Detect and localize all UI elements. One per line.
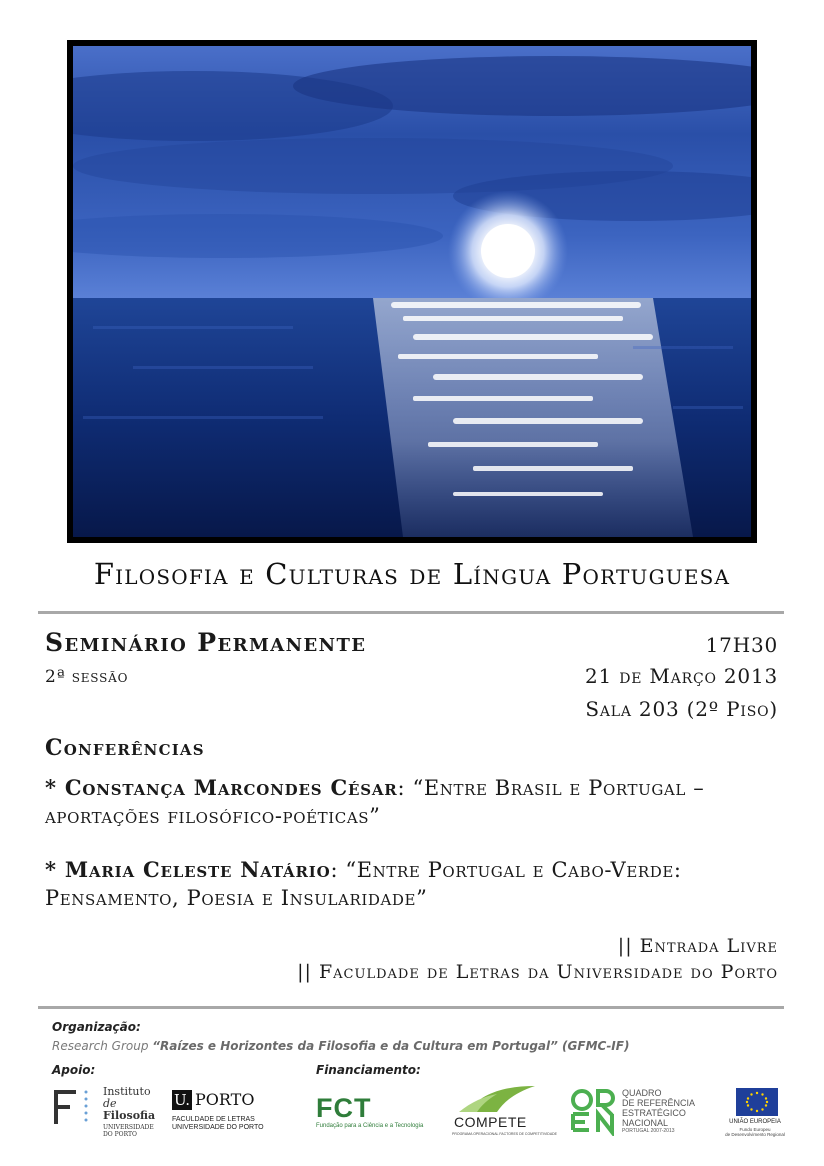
talk-speaker: Constança Marcondes César (64, 775, 398, 800)
qren-line: NACIONAL (622, 1118, 669, 1128)
divider-bottom (38, 1006, 784, 1009)
talk-title: : “Entre Portugal e Cabo-Verde: Pensamento, Poesia e Insularidade” (45, 858, 682, 910)
organization-prefix: Research Group (52, 1039, 153, 1053)
instituto-f-icon (50, 1088, 90, 1128)
instituto-line: Instituto (103, 1085, 151, 1098)
compete-swoosh-icon (457, 1084, 537, 1114)
venue-note: || Faculdade de Letras da Universidade do Porto (297, 961, 778, 983)
instituto-filosofia-logo (50, 1086, 160, 1142)
divider-top (38, 611, 784, 614)
instituto-line: de (103, 1097, 117, 1110)
compete-logo (452, 1084, 558, 1140)
uporto-university: UNIVERSIDADE DO PORTO (172, 1124, 264, 1131)
uporto-faculty: FACULDADE DE LETRAS (172, 1116, 255, 1123)
poster-title: Filosofia e Culturas de Língua Portuguesa (93, 557, 731, 591)
moonlit-sea-image (73, 46, 751, 537)
instituto-line: UNIVERSIDADE (103, 1124, 154, 1131)
event-time: 17H30 (705, 633, 778, 657)
uporto-wordmark: PORTO (195, 1090, 255, 1109)
session-label: 2ª sessão (45, 667, 129, 687)
hero-image (67, 40, 757, 543)
instituto-line: DO PORTO (103, 1131, 137, 1138)
support-label: Apoio: (52, 1063, 96, 1077)
uporto-logo (172, 1090, 292, 1132)
talk-item (45, 856, 790, 912)
compete-wordmark: COMPETE (454, 1114, 527, 1130)
organization-text (52, 1039, 629, 1053)
funding-label: Financiamento: (316, 1063, 421, 1077)
eu-fund-line: Fundo Europeu (739, 1127, 771, 1132)
qren-line: ESTRATÉGICO (622, 1108, 686, 1118)
qren-mark-icon (570, 1088, 618, 1136)
event-date: 21 de Março 2013 (585, 664, 778, 688)
organization-suffix: (GFMC-IF) (557, 1039, 630, 1053)
qren-line: QUADRO (622, 1088, 662, 1098)
talk-title: : “Entre Brasil e Portugal – aportações filosófico-poéticas” (45, 776, 705, 828)
qren-line: DE REFERÊNCIA (622, 1098, 696, 1108)
eu-label: UNIÃO EUROPEIA (729, 1119, 781, 1125)
talk-speaker: Maria Celeste Natário (64, 857, 331, 882)
fct-logo (316, 1094, 426, 1134)
organization-name: “Raízes e Horizontes da Filosofia e da Cultura em Portugal” (152, 1039, 558, 1053)
qren-line: PORTUGAL 2007-2013 (622, 1128, 675, 1134)
fct-wordmark: FCT (316, 1093, 372, 1123)
uporto-u-mark: U. (174, 1091, 191, 1109)
conferences-heading: Conferências (45, 735, 205, 761)
talk-item (45, 774, 790, 830)
free-entry-note: || Entrada Livre (617, 935, 778, 957)
talk-bullet: * (45, 775, 65, 800)
eu-flag-icon (736, 1088, 778, 1116)
compete-subtitle: PROGRAMA OPERACIONAL FACTORES DE COMPETITIVIDADE (452, 1132, 558, 1136)
instituto-line: Filosofia (103, 1109, 156, 1122)
eu-logo (724, 1088, 786, 1142)
qren-logo (570, 1088, 700, 1140)
talk-bullet: * (45, 857, 65, 882)
eu-fund-line: de Desenvolvimento Regional (725, 1132, 785, 1137)
fct-fullname: Fundação para a Ciência e a Tecnologia (316, 1123, 424, 1129)
seminar-title: Seminário Permanente (45, 628, 367, 657)
organization-label: Organização: (52, 1020, 141, 1034)
event-room: Sala 203 (2º Piso) (585, 697, 778, 721)
